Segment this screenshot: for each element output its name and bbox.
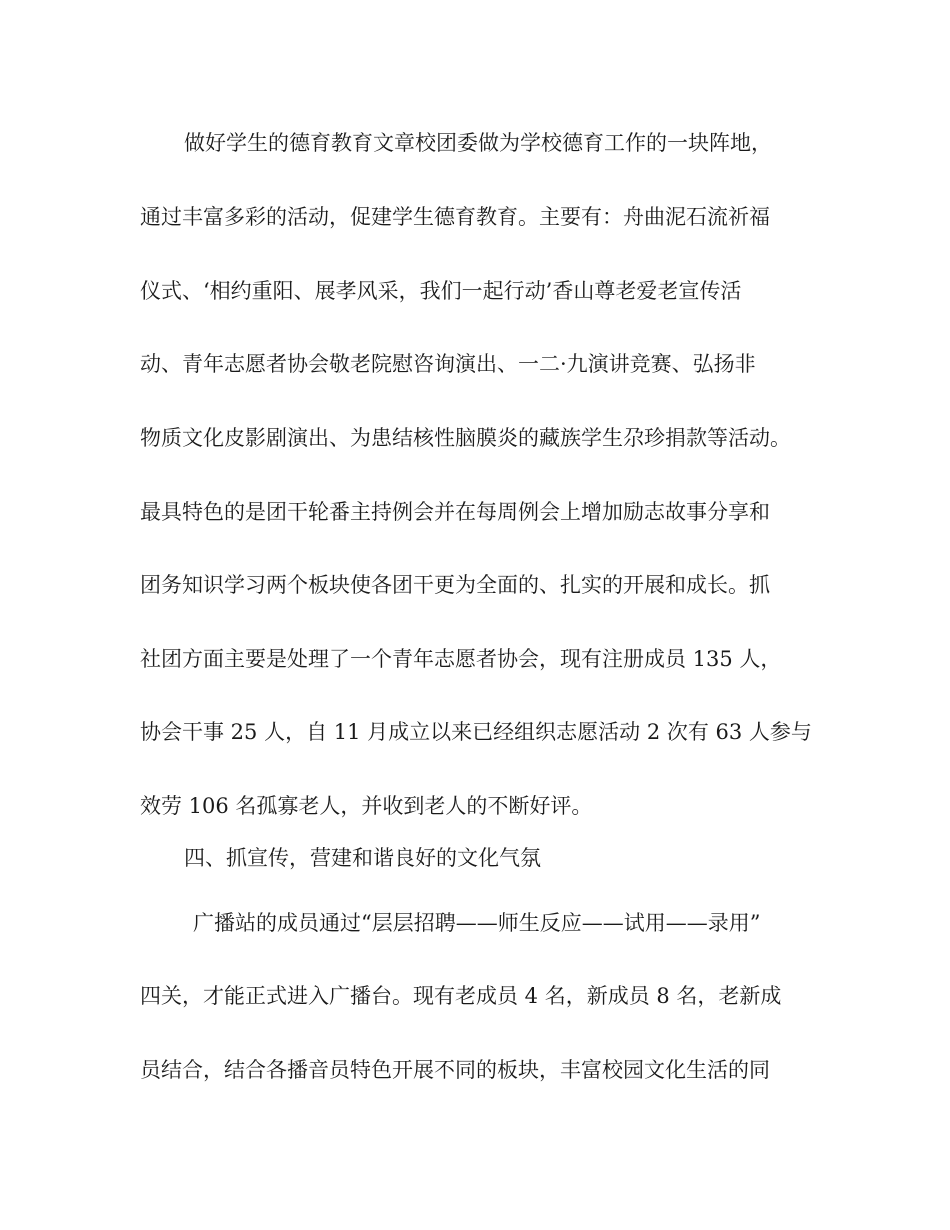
paragraph-2-line-1: 广播站的成员通过“层层招聘——师生反应——试用——录用” xyxy=(193,911,761,935)
paragraph-1-line-10: 效劳 106 名孤寡老人，并收到老人的不断好评。 xyxy=(140,794,593,818)
section-heading: 四、抓宣传，营建和谐良好的文化气氛 xyxy=(184,846,541,870)
paragraph-1-line-5: 物质文化皮影剧演出、为患结核性脑膜炎的藏族学生尕珍捐款等活动。 xyxy=(140,426,791,450)
paragraph-1-line-6: 最具特色的是团干轮番主持例会并在每周例会上增加励志故事分享和 xyxy=(140,500,770,524)
paragraph-1-line-9: 协会干事 25 人，自 11 月成立以来已经组织志愿活动 2 次有 63 人参与 xyxy=(140,720,812,744)
paragraph-2-line-2: 四关，才能正式进入广播台。现有老成员 4 名，新成员 8 名，老新成 xyxy=(140,984,782,1008)
paragraph-1-line-4: 动、青年志愿者协会敬老院慰咨询演出、一二·九演讲竞赛、弘扬非 xyxy=(140,352,756,376)
paragraph-1-line-7: 团务知识学习两个板块使各团干更为全面的、扎实的开展和成长。抓 xyxy=(140,573,770,597)
paragraph-2-line-3: 员结合，结合各播音员特色开展不同的板块，丰富校园文化生活的同 xyxy=(140,1058,770,1082)
paragraph-1-line-1: 做好学生的德育教育文章校团委做为学校德育工作的一块阵地， xyxy=(184,131,772,155)
paragraph-1-line-3: 仪式、‘相约重阳、展孝风采，我们一起行动’香山尊老爱老宣传活 xyxy=(140,279,742,303)
paragraph-1-line-8: 社团方面主要是处理了一个青年志愿者协会，现有注册成员 135 人， xyxy=(140,647,782,671)
paragraph-1-line-2: 通过丰富多彩的活动，促建学生德育教育。主要有：舟曲泥石流祈福 xyxy=(140,205,770,229)
